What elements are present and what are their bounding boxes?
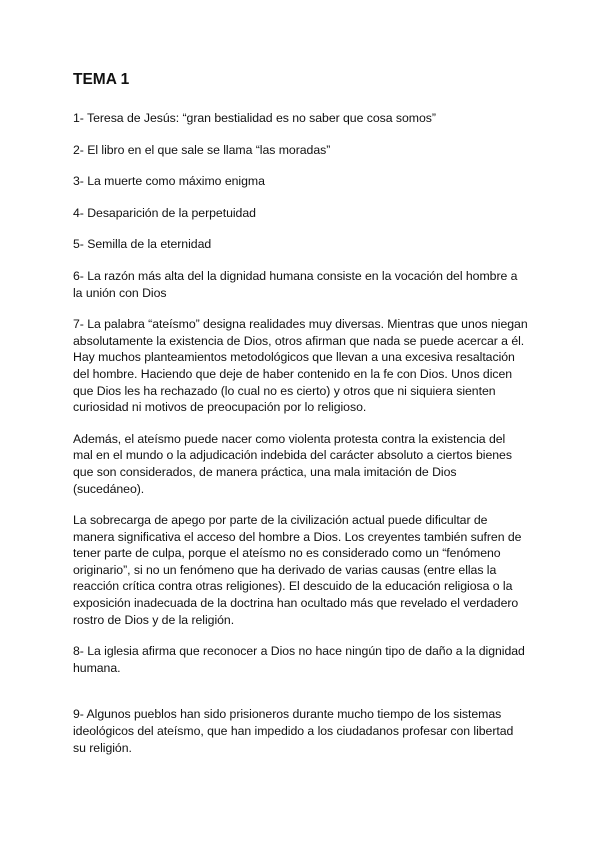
paragraph-7-atheism-origins: Además, el ateísmo puede nacer como violenta protesta contra la existencia del mal en el mundo o la adjudicación indebida del carácter absoluto a ciertos bienes que son considerados, de manera práctica, una mala imitación de Dios (sucedáneo). bbox=[73, 431, 512, 496]
paragraph-2: 2- El libro en el que sale se llama “las moradas” bbox=[73, 142, 331, 157]
paragraph-9: 9- Algunos pueblos han sido prisioneros durante mucho tiempo de los sistemas ideológicos del ateísmo, que han impedido a los ciudadanos profesar con libertad su religión. bbox=[73, 707, 514, 755]
paragraph-7: 7- La palabra “ateísmo” designa realidades muy diversas. Mientras que unos niegan absolutamente la existencia de Dios, otros afirman que nada se puede acercar a él. Hay muchos planteamientos metodológicos que llevan a una excesiva resaltación del hombre. Haciendo que deje de haber contenido en la fe con Dios. Unos dicen que Dios les ha rechazado (lo cual no es cierto) y otros que ni siquiera sienten curiosidad ni motivos de preocupación por lo religioso. bbox=[73, 317, 528, 415]
paragraph-3: 3- La muerte como máximo enigma bbox=[73, 174, 265, 189]
paragraph-1: 1- Teresa de Jesús: “gran bestialidad es no saber que cosa somos” bbox=[73, 111, 436, 125]
paragraph-4: 4- Desaparición de la perpetuidad bbox=[73, 205, 256, 220]
paragraph-6: 6- La razón más alta del la dignidad humana consiste en la vocación del hombre a la unión con Dios bbox=[73, 268, 518, 300]
paragraph-5: 5- Semilla de la eternidad bbox=[73, 237, 212, 252]
document-title: TEMA 1 bbox=[73, 71, 130, 88]
paragraph-7-civilization: La sobrecarga de apego por parte de la civilización actual puede dificultar de manera significativa el acceso del hombre a Dios. Los creyentes también sufren de tener parte de culpa, porque el ateísmo no es considerado como un “fenómeno originario”, si no un fenómeno que ha derivado de varias causas (entre ellas la reacción crítica contra otras religiones). El descuido de la educación religiosa o la exposición inadecuada de la doctrina han ocultado más que revelado el verdadero rostro de Dios y de la religión. bbox=[73, 513, 522, 627]
paragraph-8: 8- La iglesia afirma que reconocer a Dios no hace ningún tipo de daño a la dignidad humana. bbox=[73, 644, 525, 675]
